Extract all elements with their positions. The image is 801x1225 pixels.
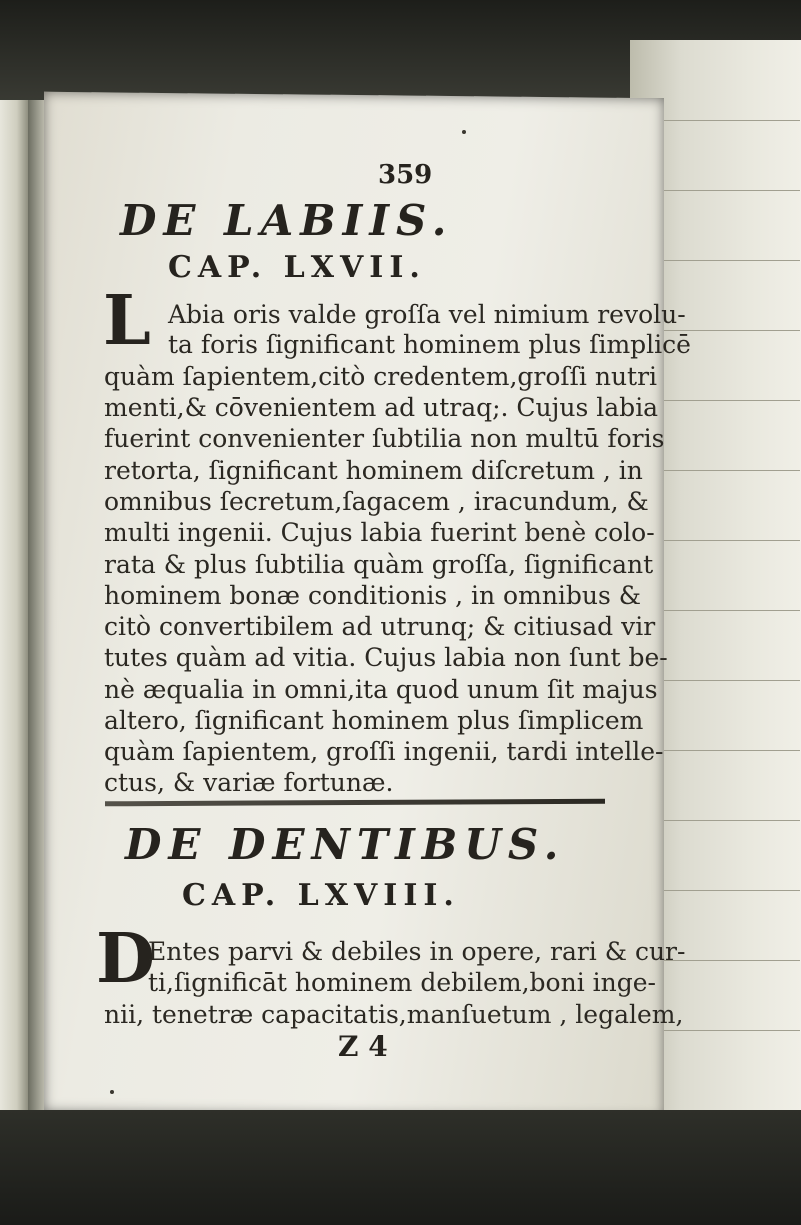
chapter-heading-67: CAP. LXVII. <box>168 250 426 285</box>
catchword: Z 4 <box>338 1030 388 1063</box>
text-line: quàm ſapientem, groſſi ingenii, tardi intelle- <box>104 737 664 766</box>
bottom-shadow <box>0 1110 801 1225</box>
text-line: ctus, & variæ fortunæ. <box>104 768 394 797</box>
drop-cap-l: L <box>103 281 151 361</box>
text-line: Abia oris valde groſſa vel nimium revolu- <box>168 300 686 329</box>
drop-cap-d: D <box>96 919 155 999</box>
section-title-labiis: DE LABIIS. <box>120 196 454 245</box>
text-line: Entes parvi & debiles in opere, rari & cur- <box>148 937 686 966</box>
section-title-dentibus: DE DENTIBUS. <box>125 820 566 869</box>
text-line: rata & plus ſubtilia quàm groſſa, ſignificant <box>104 550 654 579</box>
text-line: citò convertibilem ad utrunq; & citiusad vir <box>104 612 656 641</box>
text-line: nii, tenetræ capacitatis,manſuetum , legalem, <box>104 1000 684 1029</box>
text-line: ti,ſignificāt hominem debilem,boni inge- <box>148 968 656 997</box>
chapter-heading-68: CAP. LXVIII. <box>182 878 460 913</box>
text-line: altero, ſignificant hominem plus ſimplicem <box>104 706 644 735</box>
text-line: tutes quàm ad vitia. Cujus labia non ſunt be- <box>104 643 668 672</box>
page-number: 359 <box>378 160 433 190</box>
text-line: quàm ſapientem,citò credentem,groſſi nutri <box>104 362 658 391</box>
ink-speck <box>110 1090 114 1094</box>
text-line: nè æqualia in omni,ita quod unum ſit majus <box>104 675 658 704</box>
text-line: hominem bonæ conditionis , in omnibus & <box>104 581 642 610</box>
left-page-edges <box>0 100 28 1110</box>
text-line: retorta, ſignificant hominem diſcretum , in <box>104 456 643 485</box>
book-gutter <box>28 100 44 1110</box>
text-line: fuerint convenienter ſubtilia non multū foris <box>104 424 665 453</box>
text-line: omnibus ſecretum,ſagacem , iracundum, & <box>104 487 649 516</box>
text-line: ta foris ſignificant hominem plus ſimplicē <box>168 330 691 359</box>
text-line: menti,& cōvenientem ad utraq;. Cujus labia <box>104 393 659 422</box>
text-line: multi ingenii. Cujus labia fuerint benè colo- <box>104 518 655 547</box>
ink-speck <box>462 130 466 134</box>
